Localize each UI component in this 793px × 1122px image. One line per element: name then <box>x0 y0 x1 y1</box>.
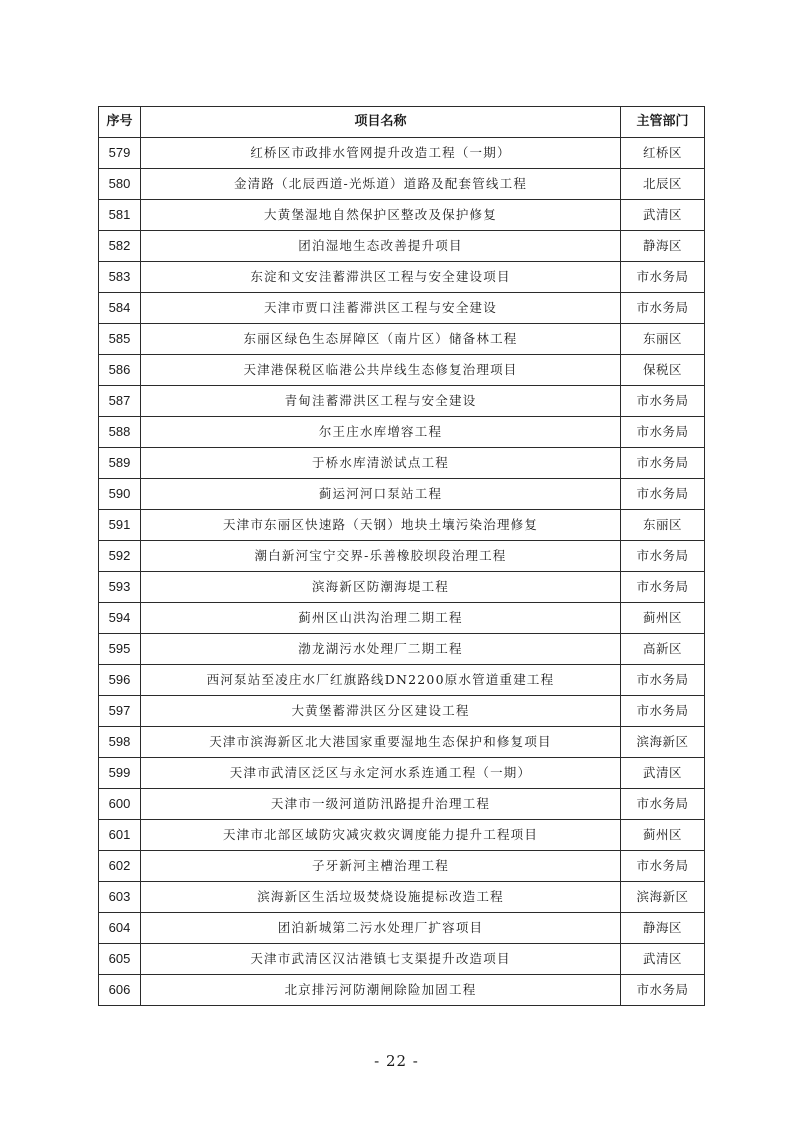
row-serial-number: 589 <box>99 448 141 479</box>
row-serial-number: 583 <box>99 262 141 293</box>
header-project-name: 项目名称 <box>141 107 621 138</box>
row-department: 市水务局 <box>621 851 705 882</box>
row-serial-number: 605 <box>99 944 141 975</box>
table-row <box>99 386 705 417</box>
row-project-name: 金清路（北辰西道-光烁道）道路及配套管线工程 <box>141 169 621 200</box>
table-row <box>99 231 705 262</box>
table-row <box>99 634 705 665</box>
row-serial-number: 579 <box>99 138 141 169</box>
table-row <box>99 324 705 355</box>
table-row <box>99 479 705 510</box>
table-row <box>99 758 705 789</box>
row-serial-number: 600 <box>99 789 141 820</box>
row-department: 市水务局 <box>621 479 705 510</box>
row-project-name: 天津市武清区汉沽港镇七支渠提升改造项目 <box>141 944 621 975</box>
row-serial-number: 580 <box>99 169 141 200</box>
row-project-name: 蓟运河河口泵站工程 <box>141 479 621 510</box>
table-row <box>99 975 705 1006</box>
row-department: 蓟州区 <box>621 603 705 634</box>
row-serial-number: 596 <box>99 665 141 696</box>
row-department: 高新区 <box>621 634 705 665</box>
row-department: 静海区 <box>621 913 705 944</box>
row-project-name: 于桥水库清淤试点工程 <box>141 448 621 479</box>
row-department: 市水务局 <box>621 293 705 324</box>
table-row <box>99 944 705 975</box>
header-department: 主管部门 <box>621 107 705 138</box>
table-row <box>99 293 705 324</box>
table-row <box>99 541 705 572</box>
row-serial-number: 585 <box>99 324 141 355</box>
row-serial-number: 604 <box>99 913 141 944</box>
table-row <box>99 572 705 603</box>
row-serial-number: 599 <box>99 758 141 789</box>
table-row <box>99 727 705 758</box>
row-serial-number: 594 <box>99 603 141 634</box>
row-project-name: 北京排污河防潮闸除险加固工程 <box>141 975 621 1006</box>
row-department: 东丽区 <box>621 510 705 541</box>
row-project-name: 蓟州区山洪沟治理二期工程 <box>141 603 621 634</box>
row-department: 市水务局 <box>621 975 705 1006</box>
row-project-name: 天津市贾口洼蓄滞洪区工程与安全建设 <box>141 293 621 324</box>
row-department: 市水务局 <box>621 572 705 603</box>
row-project-name: 大黄堡蓄滞洪区分区建设工程 <box>141 696 621 727</box>
row-project-name: 子牙新河主槽治理工程 <box>141 851 621 882</box>
page-number: - 22 - <box>374 1052 419 1070</box>
row-serial-number: 584 <box>99 293 141 324</box>
table-row <box>99 262 705 293</box>
row-serial-number: 581 <box>99 200 141 231</box>
row-project-name: 团泊湿地生态改善提升项目 <box>141 231 621 262</box>
row-project-name: 东淀和文安洼蓄滞洪区工程与安全建设项目 <box>141 262 621 293</box>
table-row <box>99 665 705 696</box>
table-row <box>99 913 705 944</box>
row-project-name: 天津市武清区泛区与永定河水系连通工程（一期） <box>141 758 621 789</box>
row-department: 武清区 <box>621 200 705 231</box>
row-project-name: 滨海新区生活垃圾焚烧设施提标改造工程 <box>141 882 621 913</box>
row-project-name: 西河泵站至凌庄水厂红旗路线DN2200原水管道重建工程 <box>141 665 621 696</box>
table-row <box>99 510 705 541</box>
table-row <box>99 169 705 200</box>
table-row <box>99 417 705 448</box>
row-department: 市水务局 <box>621 665 705 696</box>
table-header <box>99 107 705 138</box>
row-project-name: 天津市一级河道防汛路提升治理工程 <box>141 789 621 820</box>
table-row <box>99 603 705 634</box>
row-department: 市水务局 <box>621 541 705 572</box>
row-serial-number: 587 <box>99 386 141 417</box>
row-project-name: 红桥区市政排水管网提升改造工程（一期） <box>141 138 621 169</box>
table-row <box>99 355 705 386</box>
row-serial-number: 591 <box>99 510 141 541</box>
row-department: 市水务局 <box>621 789 705 820</box>
row-department: 市水务局 <box>621 386 705 417</box>
row-department: 武清区 <box>621 944 705 975</box>
row-serial-number: 592 <box>99 541 141 572</box>
row-serial-number: 597 <box>99 696 141 727</box>
row-department: 滨海新区 <box>621 727 705 758</box>
row-serial-number: 602 <box>99 851 141 882</box>
row-serial-number: 595 <box>99 634 141 665</box>
row-project-name: 团泊新城第二污水处理厂扩容项目 <box>141 913 621 944</box>
table-row <box>99 820 705 851</box>
row-department: 市水务局 <box>621 417 705 448</box>
row-serial-number: 586 <box>99 355 141 386</box>
table-row <box>99 789 705 820</box>
row-project-name: 天津港保税区临港公共岸线生态修复治理项目 <box>141 355 621 386</box>
row-serial-number: 590 <box>99 479 141 510</box>
table-header-row <box>99 107 705 138</box>
row-project-name: 东丽区绿色生态屏障区（南片区）储备林工程 <box>141 324 621 355</box>
row-department: 武清区 <box>621 758 705 789</box>
row-project-name: 渤龙湖污水处理厂二期工程 <box>141 634 621 665</box>
project-table <box>98 106 705 1006</box>
row-department: 静海区 <box>621 231 705 262</box>
table-row <box>99 200 705 231</box>
row-project-name: 滨海新区防潮海堤工程 <box>141 572 621 603</box>
row-department: 东丽区 <box>621 324 705 355</box>
row-department: 红桥区 <box>621 138 705 169</box>
row-project-name: 青甸洼蓄滞洪区工程与安全建设 <box>141 386 621 417</box>
row-serial-number: 603 <box>99 882 141 913</box>
row-project-name: 潮白新河宝宁交界-乐善橡胶坝段治理工程 <box>141 541 621 572</box>
row-department: 市水务局 <box>621 448 705 479</box>
row-serial-number: 606 <box>99 975 141 1006</box>
row-serial-number: 582 <box>99 231 141 262</box>
row-department: 滨海新区 <box>621 882 705 913</box>
table-row <box>99 696 705 727</box>
row-department: 北辰区 <box>621 169 705 200</box>
header-serial-number: 序号 <box>99 107 141 138</box>
table-row <box>99 851 705 882</box>
row-project-name: 大黄堡湿地自然保护区整改及保护修复 <box>141 200 621 231</box>
row-serial-number: 598 <box>99 727 141 758</box>
row-department: 蓟州区 <box>621 820 705 851</box>
table-row <box>99 882 705 913</box>
row-project-name: 天津市北部区域防灾减灾救灾调度能力提升工程项目 <box>141 820 621 851</box>
row-project-name: 天津市东丽区快速路（天钢）地块土壤污染治理修复 <box>141 510 621 541</box>
row-department: 市水务局 <box>621 262 705 293</box>
row-serial-number: 588 <box>99 417 141 448</box>
table-row <box>99 138 705 169</box>
row-project-name: 尔王庄水库增容工程 <box>141 417 621 448</box>
row-project-name: 天津市滨海新区北大港国家重要湿地生态保护和修复项目 <box>141 727 621 758</box>
row-serial-number: 593 <box>99 572 141 603</box>
row-serial-number: 601 <box>99 820 141 851</box>
table-body <box>99 138 705 1006</box>
row-department: 市水务局 <box>621 696 705 727</box>
row-department: 保税区 <box>621 355 705 386</box>
table-row <box>99 448 705 479</box>
